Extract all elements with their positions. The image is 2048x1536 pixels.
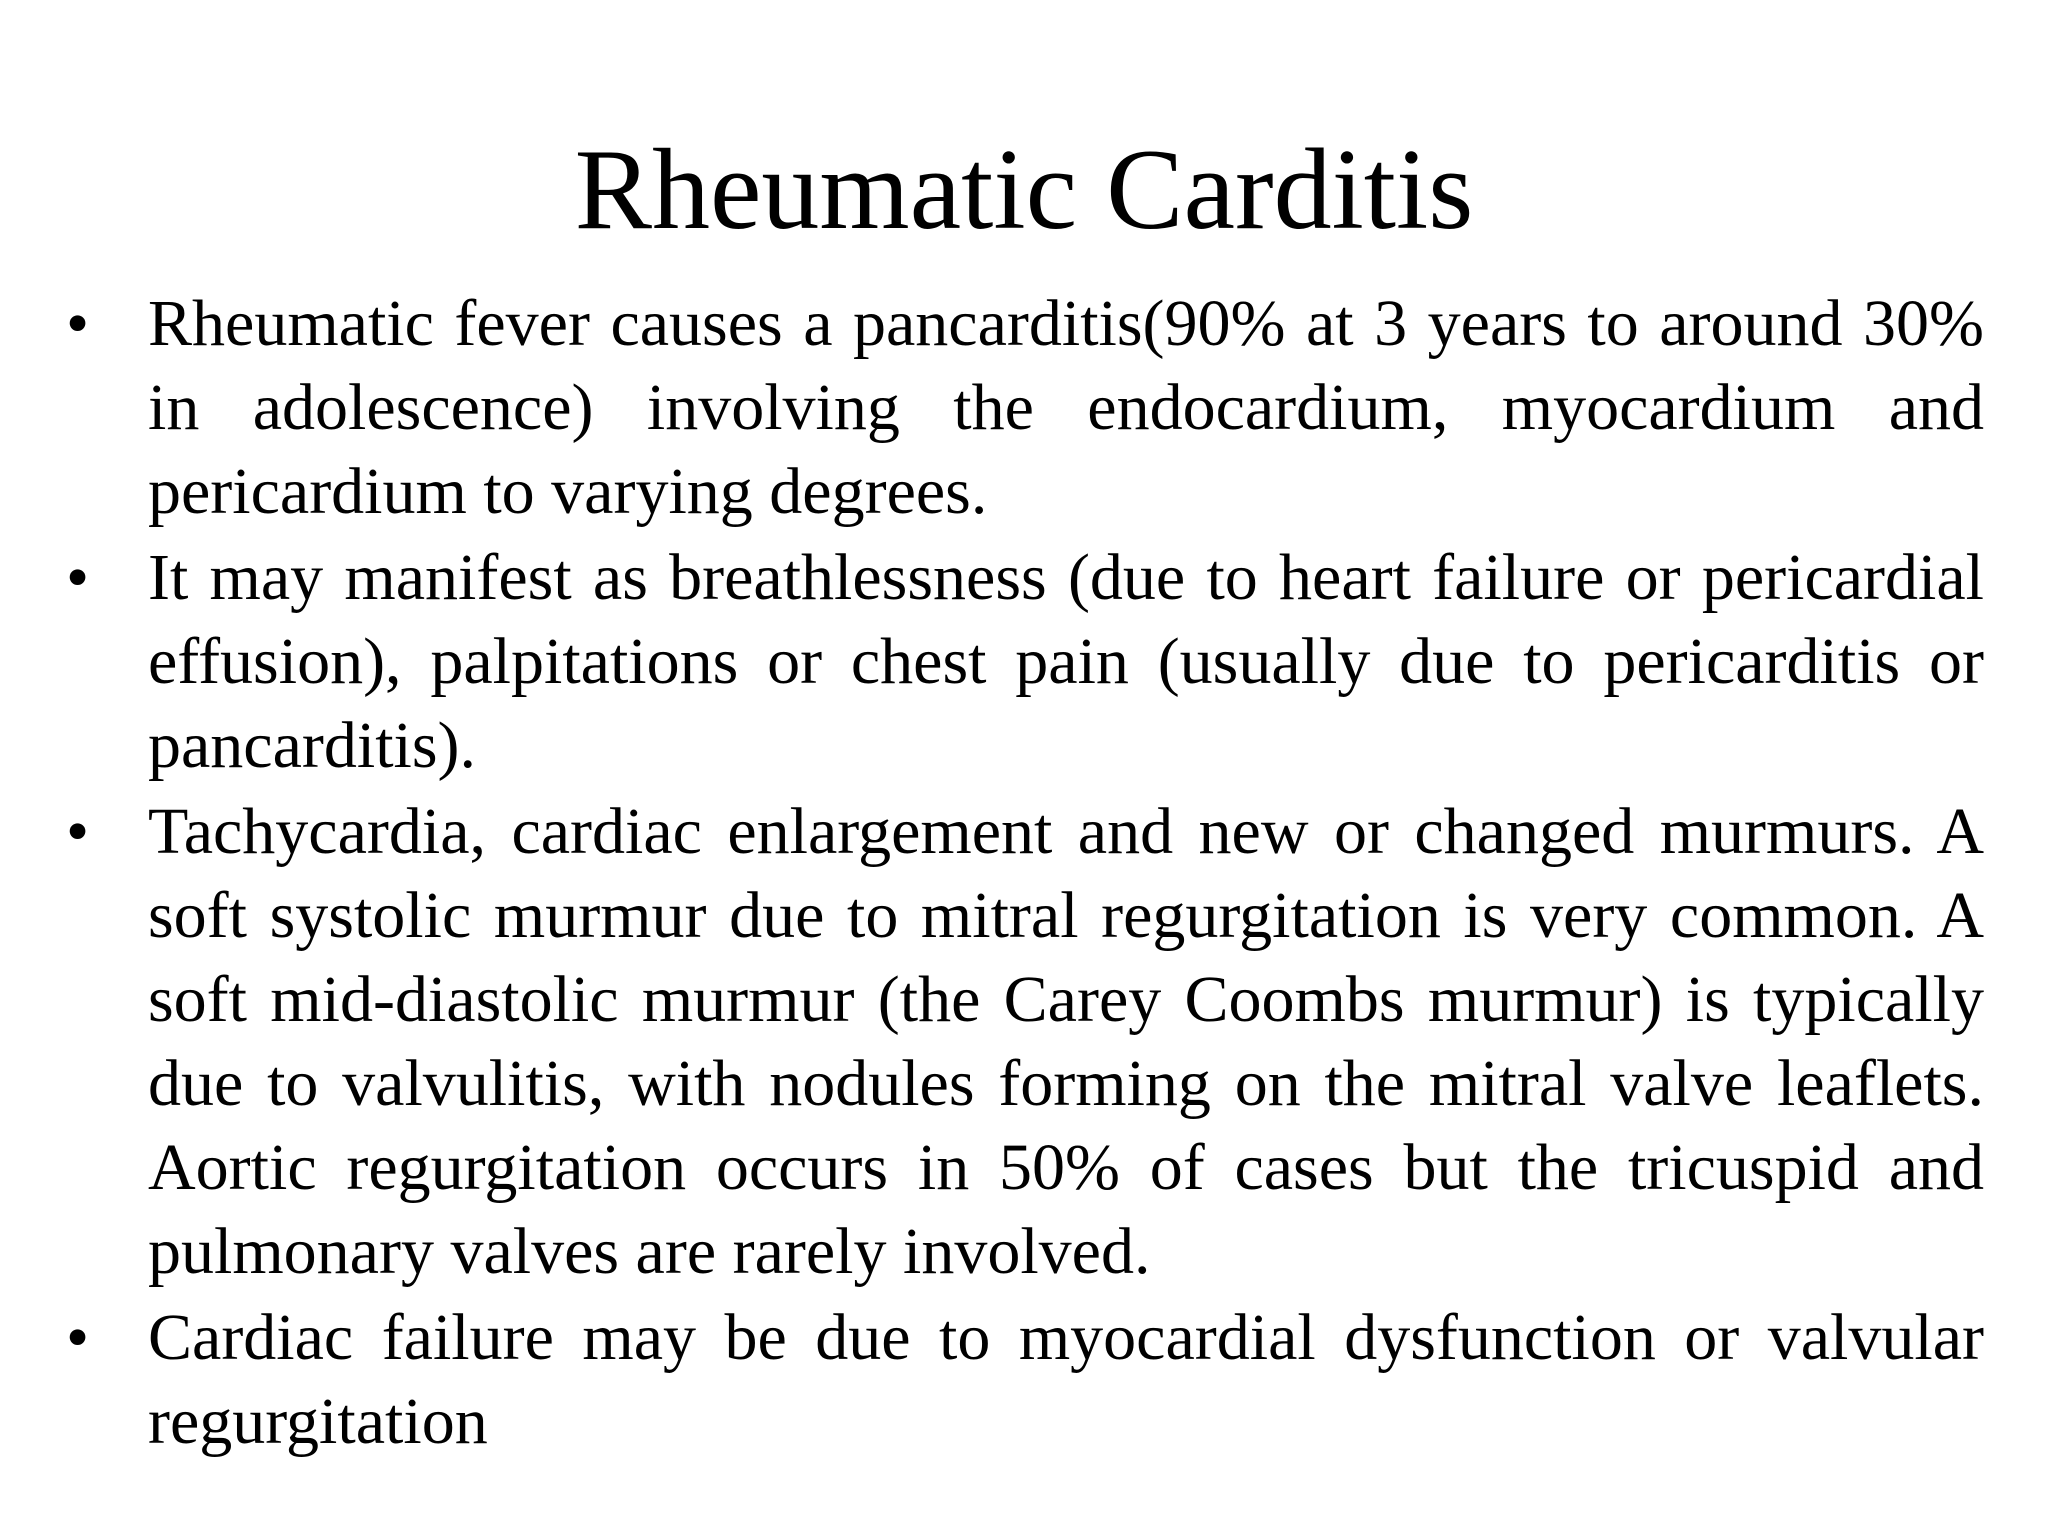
bullet-text: Tachycardia, cardiac enlargement and new or changed murmurs. A soft systolic murmur due to mitral regurgitation is very common. A soft mid-diastolic murmur (the Carey Coombs murmur) is typically due to valvulitis, with nodules forming on the mitral valve leaflets. Aortic regurgitation occurs in 50% of cases but the tricuspid and pulmonary valves are rarely involved. bbox=[148, 795, 1984, 1288]
bullet-icon: • bbox=[66, 1301, 90, 1374]
bullet-item bbox=[66, 790, 1984, 1294]
bullet-item bbox=[66, 536, 1984, 788]
bullet-item bbox=[66, 1296, 1984, 1464]
bullet-text: Cardiac failure may be due to myocardial dysfunction or valvular regurgitation bbox=[148, 1301, 1984, 1458]
bullet-item bbox=[66, 282, 1984, 534]
bullet-icon: • bbox=[66, 541, 90, 614]
bullet-list bbox=[66, 282, 1984, 1466]
slide-title: Rheumatic Carditis bbox=[574, 126, 1474, 254]
bullet-text: Rheumatic fever causes a pancarditis(90% at 3 years to around 30% in adolescence) involving the endocardium, myocardium and pericardium to varying degrees. bbox=[148, 287, 1984, 528]
bullet-icon: • bbox=[66, 795, 90, 868]
bullet-text: It may manifest as breathlessness (due to heart failure or pericardial effusion), palpitations or chest pain (usually due to pericarditis or pancarditis). bbox=[148, 541, 1984, 782]
bullet-icon: • bbox=[66, 287, 90, 360]
